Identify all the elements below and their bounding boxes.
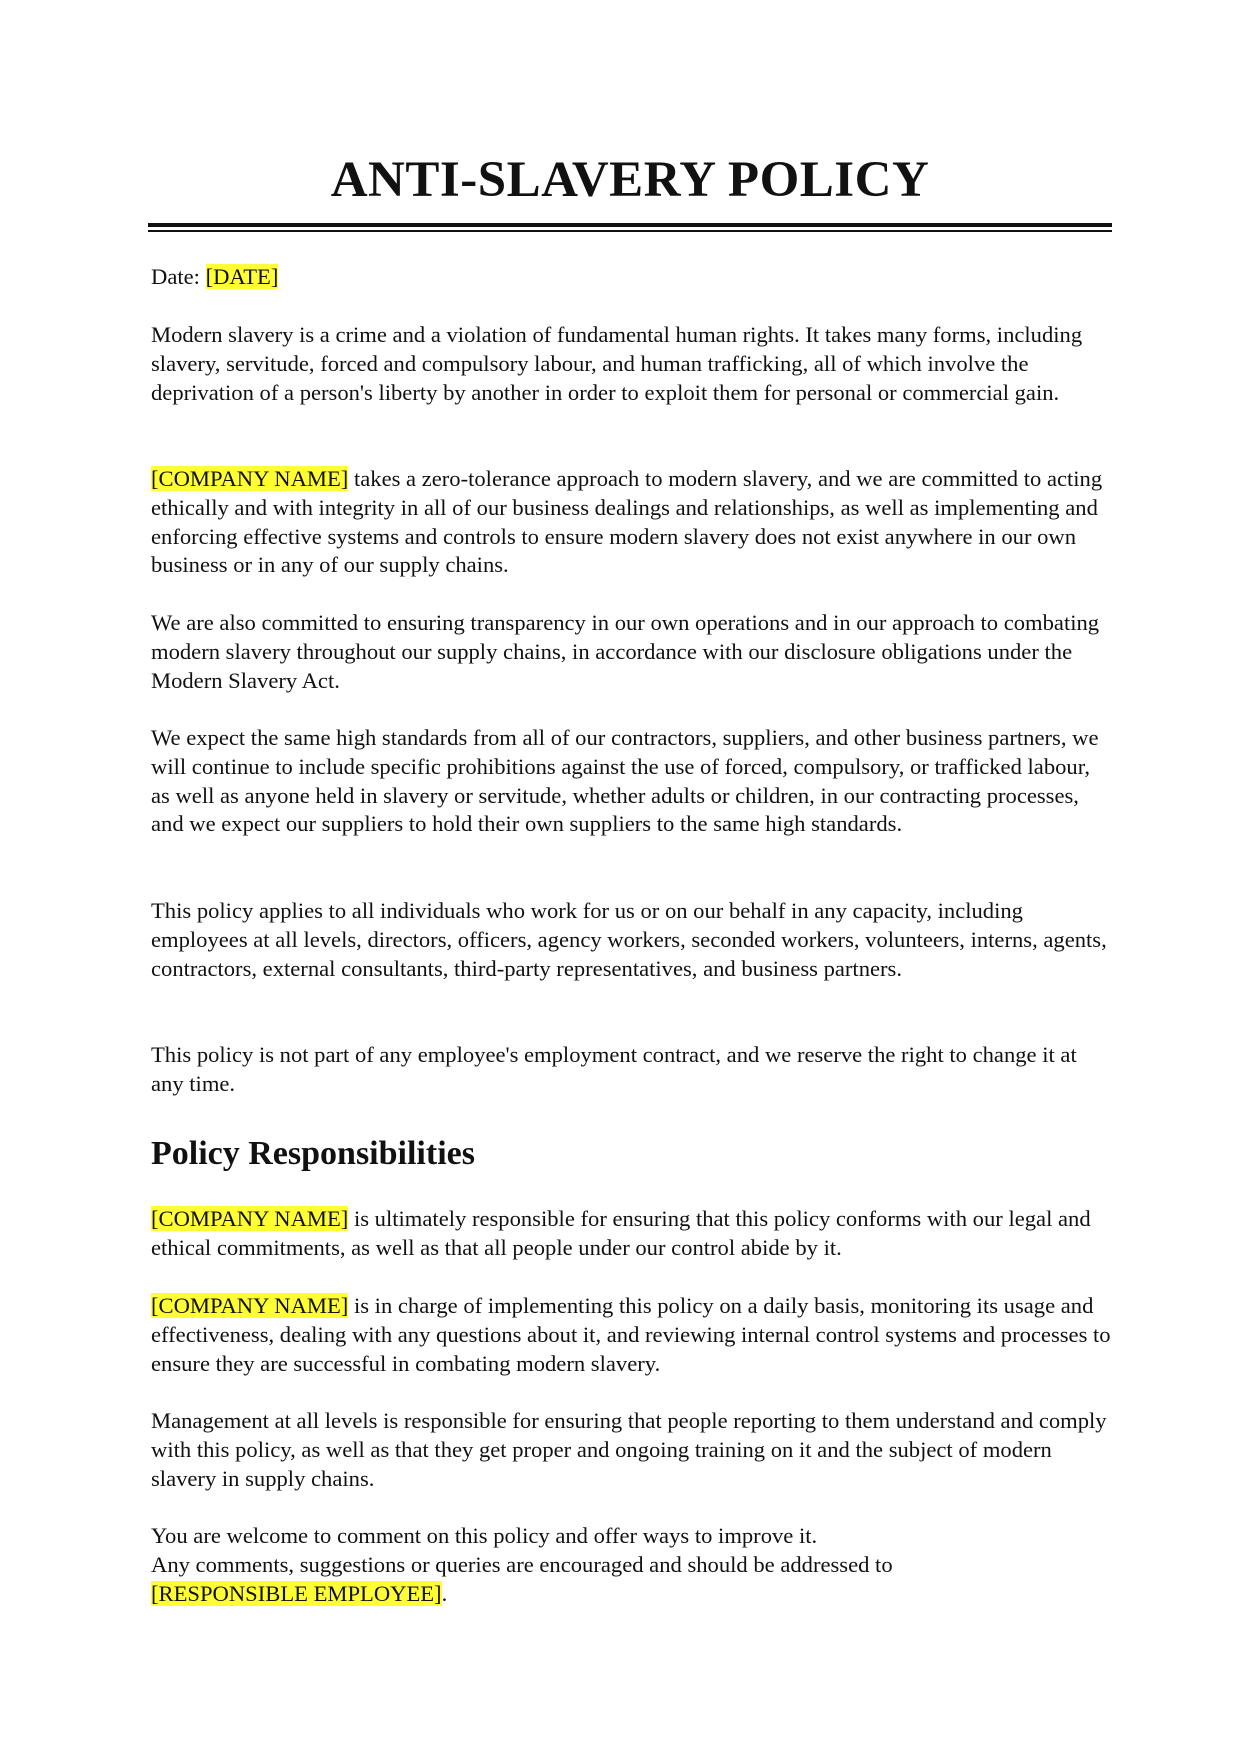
company-name-placeholder: [COMPANY NAME] [151,466,349,491]
title-rule-thin [148,230,1112,232]
section-heading-responsibilities: Policy Responsibilities [151,1135,475,1172]
date-placeholder: [DATE] [205,264,279,289]
date-label: Date: [151,264,206,289]
comments-end: . [441,1580,448,1606]
paragraph-implementation [151,1292,1111,1378]
responsible-employee-placeholder: [RESPONSIBLE EMPLOYEE] [151,1580,442,1606]
title-rule-thick [148,223,1112,227]
company-name-placeholder: [COMPANY NAME] [151,1206,349,1231]
paragraph-standards: We expect the same high standards from all of our contractors, suppliers, and other business partners, we will continue to include specific prohibitions against the use of forced, compulsory, or trafficked labour, as well as anyone held in slavery or servitude, whether adults or children, in our contracting processes, and we expect our suppliers to hold their own suppliers to the same high standards. [151,725,1099,837]
paragraph-scope: This policy applies to all individuals who work for us or on our behalf in any capacity, including employees at all levels, directors, officers, agency workers, seconded workers, volunteers, interns, agents, contractors, external consultants, third-party representatives, and business partners. [151,898,1107,981]
paragraph-transparency: We are also committed to ensuring transparency in our own operations and in our approach to combating modern slavery throughout our supply chains, in accordance with our disclosure obligations under the Modern Slavery Act. [151,610,1100,693]
date-line [151,263,1111,292]
paragraph-ultimate-responsibility-text: is ultimately responsible for ensuring that this policy conforms with our legal and ethical commitments, as well as that all people under our control abide by it. [151,1206,1091,1260]
paragraph-implementation-text: is in charge of implementing this policy on a daily basis, monitoring its usage and effectiveness, dealing with any questions about it, and reviewing internal control systems and processes to ensure they are successful in combating modern slavery. [151,1293,1111,1376]
comments-line-1: You are welcome to comment on this policy and offer ways to improve it. [151,1523,818,1548]
paragraph-comments [151,1522,1111,1608]
company-name-placeholder: [COMPANY NAME] [151,1293,349,1318]
paragraph-zero-tolerance [151,465,1111,580]
comments-line-2: Any comments, suggestions or queries are encouraged and should be addressed to [151,1551,893,1577]
paragraph-ultimate-responsibility [151,1205,1111,1263]
paragraph-zero-tolerance-text: takes a zero-tolerance approach to modern slavery, and we are committed to acting ethically and with integrity in all of our business dealings and relationships, as well as implementing and enforcing effective systems and controls to ensure modern slavery does not exist anywhere in our own business or in any of our supply chains. [151,466,1103,578]
document-title: ANTI-SLAVERY POLICY [330,152,930,208]
paragraph-contract: This policy is not part of any employee's employment contract, and we reserve the right to change it at any time. [151,1042,1077,1096]
paragraph-definition: Modern slavery is a crime and a violation of fundamental human rights. It takes many forms, including slavery, servitude, forced and compulsory labour, and human trafficking, all of which involve the deprivation of a person's liberty by another in order to exploit them for personal or commercial gain. [151,322,1083,405]
paragraph-management: Management at all levels is responsible for ensuring that people reporting to them understand and comply with this policy, as well as that they get proper and ongoing training on it and the subject of modern slavery in supply chains. [151,1408,1107,1491]
